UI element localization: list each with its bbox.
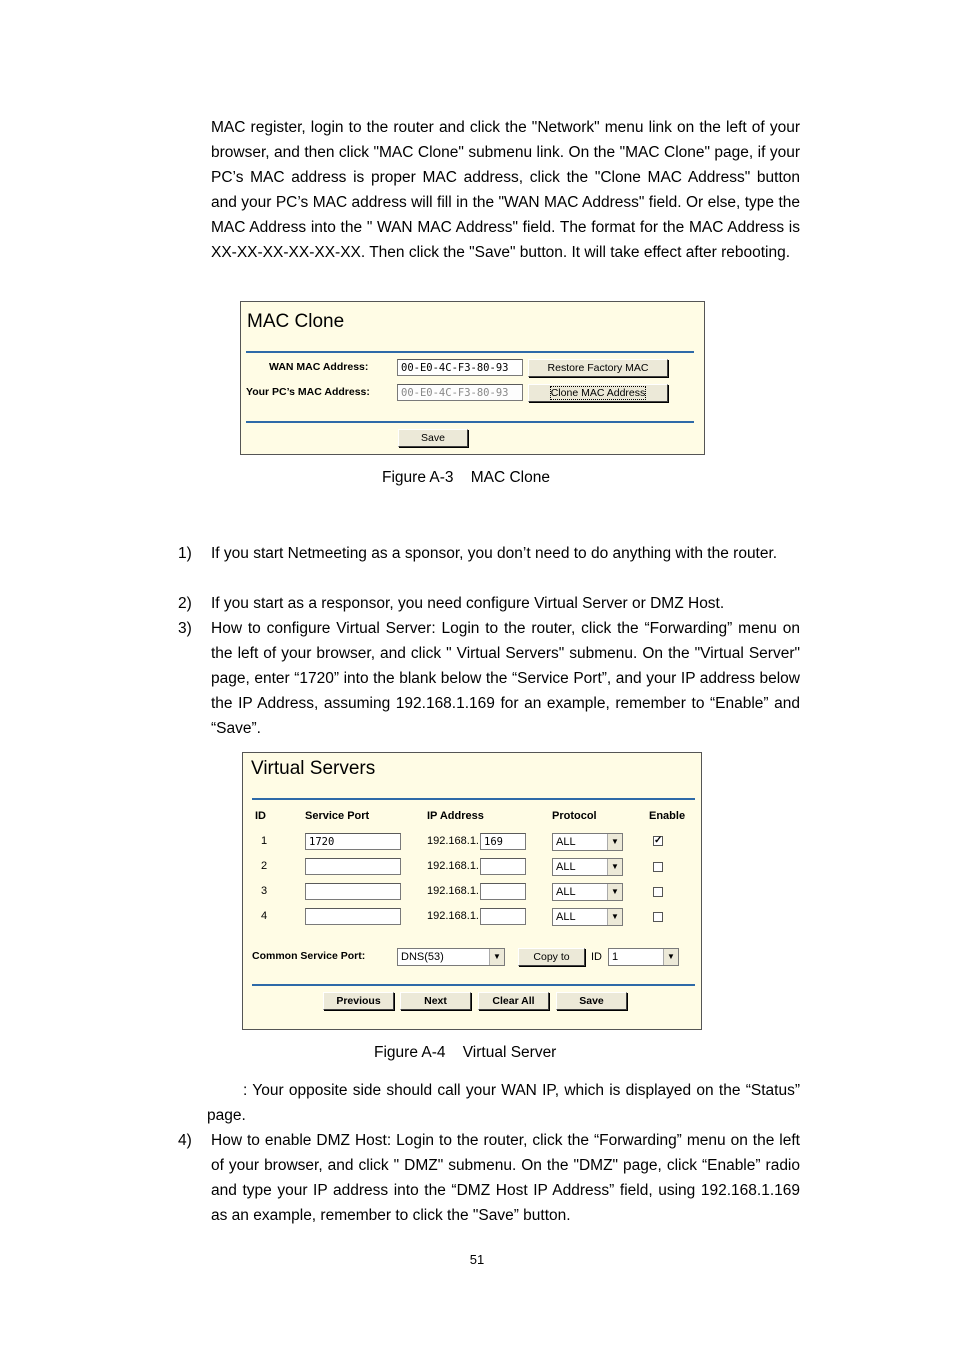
protocol-value: ALL <box>556 911 576 923</box>
enable-checkbox[interactable] <box>653 862 663 872</box>
save-label: Save <box>579 995 604 1007</box>
header-ip-address: IP Address <box>427 810 484 822</box>
save-button-label: Save <box>421 432 445 444</box>
row-id: 3 <box>261 885 268 897</box>
virtual-servers-title: Virtual Servers <box>251 758 376 779</box>
id-label: ID <box>591 951 602 963</box>
list-number: 2) <box>178 595 192 612</box>
wan-mac-label: WAN MAC Address: <box>269 361 369 373</box>
next-label: Next <box>424 995 447 1007</box>
chevron-down-icon: ▼ <box>607 834 622 850</box>
enable-checkbox[interactable] <box>653 912 663 922</box>
chevron-down-icon: ▼ <box>607 884 622 900</box>
chevron-down-icon: ▼ <box>489 949 504 965</box>
figure-a4-caption: Figure A-4 Virtual Server <box>374 1044 557 1061</box>
note-paragraph: : Your opposite side should call your WAN IP, which is displayed on the “Status” page. <box>207 1082 800 1124</box>
ip-prefix: 192.168.1. <box>427 885 479 897</box>
mac-clone-title: MAC Clone <box>247 311 345 332</box>
wan-mac-input[interactable]: 00-E0-4C-F3-80-93 <box>397 359 523 376</box>
protocol-value: ALL <box>556 861 576 873</box>
header-service-port: Service Port <box>305 810 370 822</box>
service-port-input[interactable] <box>305 883 401 900</box>
id-value: 1 <box>612 951 619 963</box>
intro-paragraph: MAC register, login to the router and click the "Network" menu link on the left of your browser, and then click "MAC Clone" submenu link. On the "MAC Clone" page, if your PC’s MAC address is proper MAC address, click the "Clone MAC Address" button and your PC’s MAC address will fill in the "WAN MAC Address" field. Or else, type the MAC Address into the " WAN MAC Address" field. The format for the MAC Address is XX-XX-XX-XX-XX-XX. Then click the "Save" button. It will take effect after rebooting. <box>211 119 800 261</box>
protocol-select[interactable] <box>552 908 623 926</box>
clear-all-label: Clear All <box>492 995 535 1007</box>
enable-checkbox[interactable] <box>653 887 663 897</box>
protocol-value: ALL <box>556 886 576 898</box>
common-service-port-value: DNS(53) <box>401 951 444 963</box>
protocol-value: ALL <box>556 836 576 848</box>
row-id: 2 <box>261 860 268 872</box>
previous-button[interactable] <box>323 992 394 1010</box>
common-service-port-select[interactable] <box>397 948 505 966</box>
clone-mac-address-button[interactable] <box>528 384 668 402</box>
mac-clone-panel <box>240 301 705 455</box>
chevron-down-icon: ▼ <box>607 859 622 875</box>
pc-mac-field: 00-E0-4C-F3-80-93 <box>397 384 523 401</box>
list-number: 3) <box>178 620 192 637</box>
figure-a3-caption: Figure A-3 MAC Clone <box>382 469 550 486</box>
ip-prefix: 192.168.1. <box>427 910 479 922</box>
chevron-down-icon: ▼ <box>663 949 678 965</box>
protocol-select[interactable] <box>552 883 623 901</box>
protocol-select[interactable] <box>552 858 623 876</box>
id-select[interactable] <box>608 948 679 966</box>
chevron-down-icon: ▼ <box>607 909 622 925</box>
list-text: If you start Netmeeting as a sponsor, you don’t need to do anything with the router. <box>211 545 778 562</box>
header-protocol: Protocol <box>552 810 597 822</box>
enable-checkbox[interactable]: ✓ <box>654 835 663 846</box>
ip-suffix-input[interactable] <box>480 908 526 925</box>
header-id: ID <box>255 810 266 822</box>
service-port-input[interactable] <box>305 908 401 925</box>
page-number: 51 <box>469 1252 485 1267</box>
previous-label: Previous <box>336 995 381 1007</box>
list-text: How to enable DMZ Host: Login to the router, click the “Forwarding” menu on the left of your browser, and click " DMZ" submenu. On the "DMZ" page, click “Enable” radio and type your IP address into the “DMZ Host IP Address” field, using 192.168.1.169 as an example, remember to click the "Save” button. <box>211 1132 800 1224</box>
list-number: 1) <box>178 545 192 562</box>
virtual-servers-panel <box>242 752 702 1030</box>
service-port-input[interactable] <box>305 858 401 875</box>
row-id: 1 <box>261 835 268 847</box>
pc-mac-label: Your PC’s MAC Address: <box>246 386 370 398</box>
copy-to-label: Copy to <box>533 951 570 963</box>
copy-to-button[interactable] <box>518 948 585 966</box>
restore-factory-mac-label: Restore Factory MAC <box>547 362 649 374</box>
ip-suffix-input[interactable]: 169 <box>480 833 526 850</box>
next-button[interactable] <box>400 992 471 1010</box>
common-service-port-label: Common Service Port: <box>252 950 366 962</box>
ip-suffix-input[interactable] <box>480 858 526 875</box>
list-number: 4) <box>178 1132 192 1149</box>
save-button[interactable] <box>398 429 468 447</box>
divider <box>246 351 694 353</box>
clone-mac-address-label: Clone MAC Address <box>550 387 646 399</box>
list-text: How to configure Virtual Server: Login to the router, click the “Forwarding” menu on the left of your browser, and click " Virtual Servers" submenu. On the "Virtual Server" page, enter “1720” into the blank below the “Service Port”, and your IP address below the IP Address, assuming 192.168.1.169 for an example, remember to “Enable” and “Save”. <box>211 620 800 737</box>
divider <box>246 421 694 423</box>
save-button[interactable] <box>556 992 627 1010</box>
ip-prefix: 192.168.1. <box>427 860 479 872</box>
restore-factory-mac-button[interactable] <box>528 359 668 377</box>
service-port-input[interactable]: 1720 <box>305 833 401 850</box>
clear-all-button[interactable] <box>478 992 549 1010</box>
row-id: 4 <box>261 910 268 922</box>
protocol-select[interactable] <box>552 833 623 851</box>
divider <box>252 984 695 986</box>
header-enable: Enable <box>649 810 686 822</box>
ip-suffix-input[interactable] <box>480 883 526 900</box>
divider <box>252 798 695 800</box>
ip-prefix: 192.168.1. <box>427 835 479 847</box>
list-text: If you start as a responsor, you need configure Virtual Server or DMZ Host. <box>211 595 725 612</box>
